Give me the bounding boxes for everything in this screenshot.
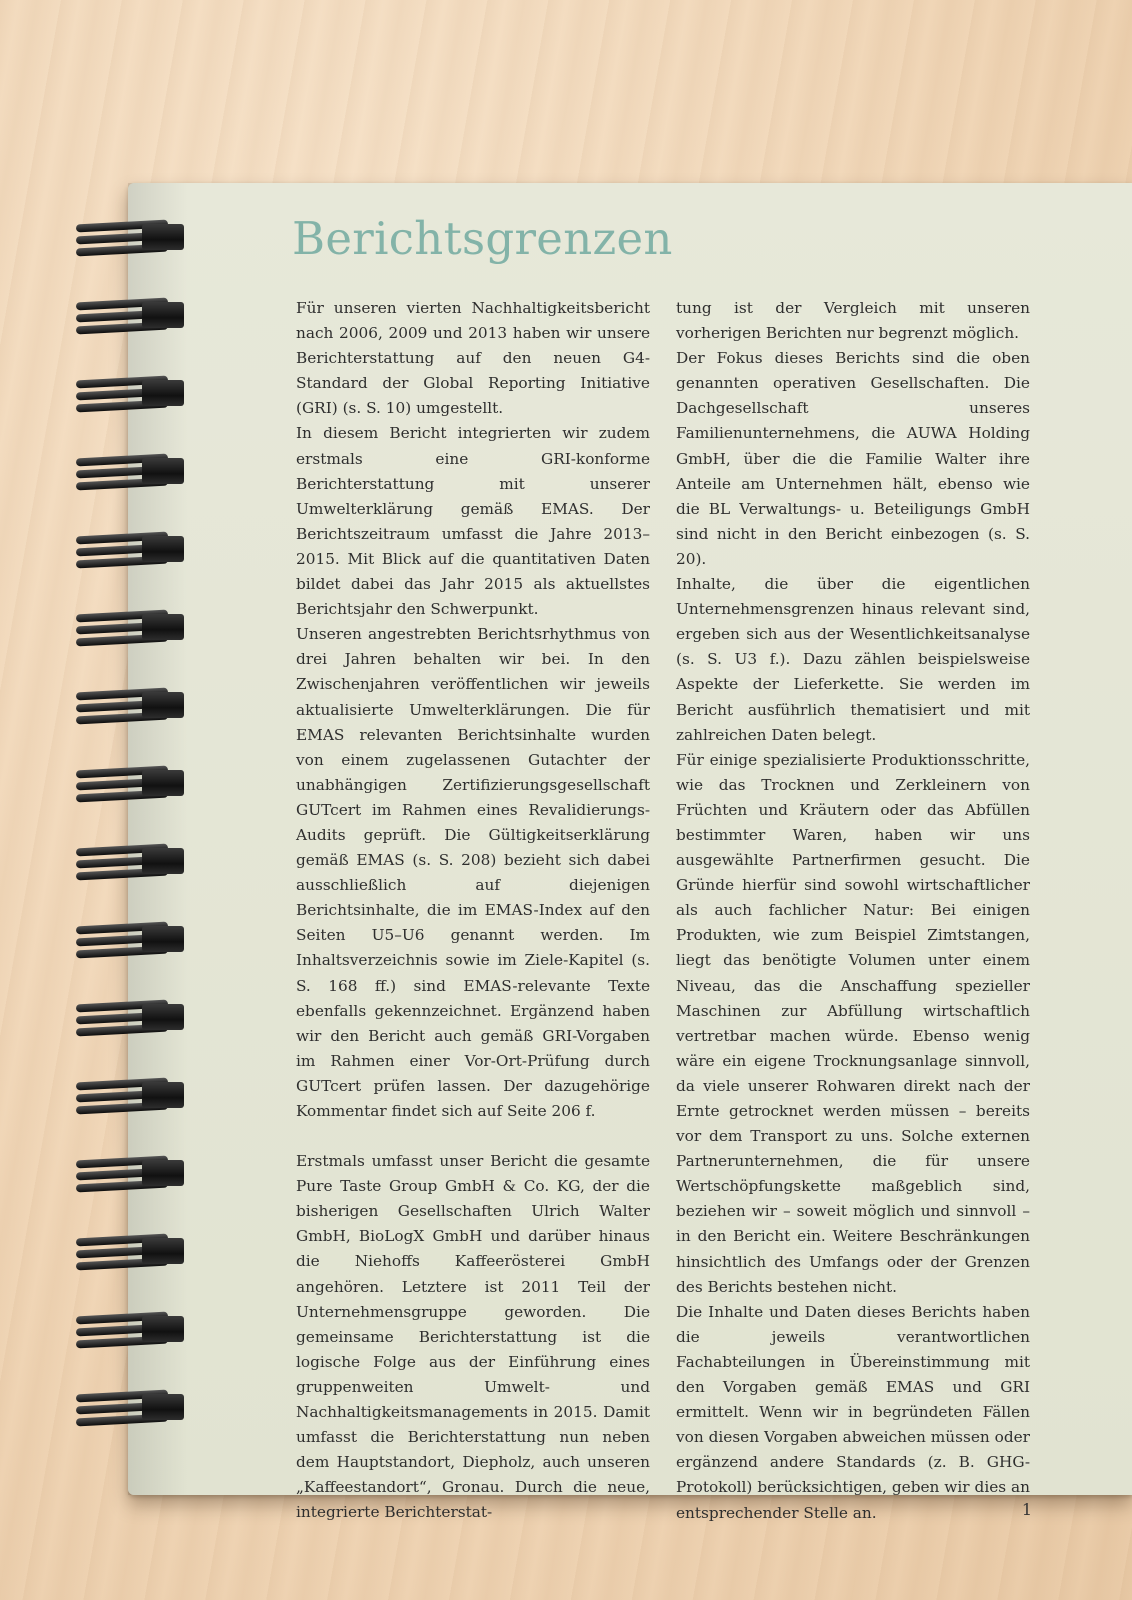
- text-column-right: [676, 296, 1030, 1526]
- spiral-ring: [72, 762, 184, 806]
- paragraph: Für einige spezialisierte Produktionsschritte, wie das Trocknen und Zerkleinern von Früchten und Kräutern oder das Abfüllen bestimmter Waren, haben wir uns ausgewählte Partnerfirmen gesucht. Die Gründe hierfür sind sowohl wirtschaftlicher als auch fachlicher Natur: Bei einigen Produkten, wie zum Beispiel Zimtstangen, liegt das benötigte Volumen unter einem Niveau, das die Anschaffung spezieller Maschinen zur Abfüllung wirtschaftlich vertretbar machen würde. Ebenso wenig wäre ein eigene Trocknungsanlage sinnvoll, da viele unserer Rohwaren direkt nach der Ernte getrocknet werden müssen – bereits vor dem Transport zu uns. Solche externen Partnerunternehmen, die für unsere Wertschöpfungskette maßgeblich sind, beziehen wir – soweit möglich und sinnvoll – in den Bericht ein. Weitere Beschränkungen hinsichtlich des Umfangs oder der Grenzen des Berichts bestehen nicht.: [676, 750, 1030, 1296]
- paragraph: In diesem Bericht integrierten wir zudem erstmals eine GRI-konforme Berichterstattung mit unserer Umwelterklärung gemäß EMAS. Der Berichtszeitraum umfasst die Jahre 2013–2015. Mit Blick auf die quantitativen Daten bildet dabei das Jahr 2015 als aktuellstes Berichtsjahr den Schwerpunkt.: [296, 424, 650, 619]
- paragraph: Erstmals umfasst unser Bericht die gesamte Pure Taste Group GmbH & Co. KG, der die bisherigen Gesellschaften Ulrich Walter GmbH, BioLogX GmbH und darüber hinaus die Niehoffs Kaffeerösterei GmbH angehören. Letztere ist 2011 Teil der Unternehmensgruppe geworden. Die gemeinsame Berichterstattung ist die logische Folge aus der Einführung eines gruppenweiten Umwelt- und Nachhaltigkeitsmanagements in 2015. Damit umfasst die Berichterstattung nun neben dem Hauptstandort, Diepholz, auch unseren „Kaffeestandort“, Gronau. Durch die neue, integrierte Berichterstat-: [296, 1152, 650, 1522]
- spiral-ring: [72, 528, 184, 572]
- text-column-left: [296, 296, 650, 1526]
- spiral-ring: [72, 606, 184, 650]
- spiral-ring: [72, 372, 184, 416]
- paragraph: Die Inhalte und Daten dieses Berichts haben die jeweils verantwortlichen Fachabteilungen in Übereinstimmung mit den Vorgaben gemäß EMAS und GRI ermittelt. Wenn wir in begründeten Fällen von diesen Vorgaben abweichen müssen oder ergänzend andere Standards (z. B. GHG-Protokoll) berücksichtigen, geben wir dies an entsprechender Stelle an.: [676, 1302, 1030, 1522]
- page-number: 1: [1021, 1500, 1032, 1519]
- spiral-binding: [72, 0, 192, 1600]
- spiral-ring: [72, 996, 184, 1040]
- spiral-ring: [72, 840, 184, 884]
- paragraph: Inhalte, die über die eigentlichen Unternehmensgrenzen hinaus relevant sind, ergeben sich aus der Wesentlichkeitsanalyse (s. S. U3 f.). Dazu zählen beispielsweise Aspekte der Lieferkette. Sie werden im Bericht ausführlich thematisiert und mit zahlreichen Daten belegt.: [676, 575, 1030, 744]
- spiral-ring: [72, 294, 184, 338]
- paragraph: tung ist der Vergleich mit unseren vorherigen Berichten nur begrenzt möglich.: [676, 299, 1030, 343]
- page-title: Berichtsgrenzen: [292, 212, 673, 265]
- paragraph: Der Fokus dieses Berichts sind die oben genannten operativen Gesellschaften. Die Dachgesellschaft unseres Familienunternehmens, die AUWA Holding GmbH, über die die Familie Walter ihre Anteile am Unternehmen hält, ebenso wie die BL Verwaltungs- u. Beteiligungs GmbH sind nicht in den Bericht einbezogen (s. S. 20).: [676, 349, 1030, 568]
- paragraph: Für unseren vierten Nachhaltigkeitsbericht nach 2006, 2009 und 2013 haben wir unsere Berichterstattung auf den neuen G4-Standard der Global Reporting Initiative (GRI) (s. S. 10) umgestellt.: [296, 299, 650, 418]
- spiral-ring: [72, 1152, 184, 1196]
- spiral-ring: [72, 216, 184, 260]
- spiral-ring: [72, 1308, 184, 1352]
- spiral-ring: [72, 450, 184, 494]
- spiral-ring: [72, 1386, 184, 1430]
- paragraph: Unseren angestrebten Berichtsrhythmus von drei Jahren behalten wir bei. In den Zwischenjahren veröffentlichen wir jeweils aktualisierte Umwelterklärungen. Die für EMAS relevanten Berichtsinhalte wurden von einem zugelassenen Gutachter der unabhängigen Zertifizierungsgesellschaft GUTcert im Rahmen eines Revalidierungs-Audits geprüft. Die Gültigkeitserklärung gemäß EMAS (s. S. 208) bezieht sich dabei ausschließlich auf diejenigen Berichtsinhalte, die im EMAS-Index auf den Seiten U5–U6 genannt werden. Im Inhaltsverzeichnis sowie im Ziele-Kapitel (s. S. 168 ff.) sind EMAS-relevante Texte ebenfalls gekennzeichnet. Ergänzend haben wir den Bericht auch gemäß GRI-Vorgaben im Rahmen einer Vor-Ort-Prüfung durch GUTcert prüfen lassen. Der dazugehörige Kommentar findet sich auf Seite 206 f.: [296, 625, 650, 1120]
- spiral-ring: [72, 1230, 184, 1274]
- spiral-ring: [72, 918, 184, 962]
- spiral-ring: [72, 684, 184, 728]
- spiral-ring: [72, 1074, 184, 1118]
